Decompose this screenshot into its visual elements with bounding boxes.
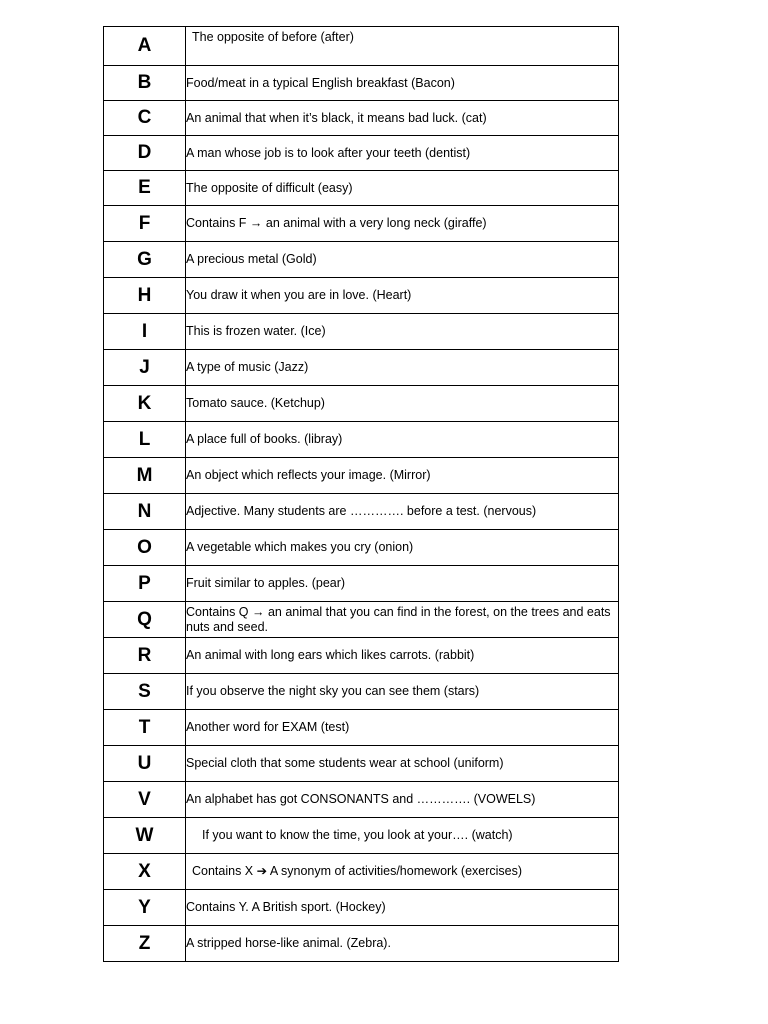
clue-cell: A type of music (Jazz) <box>186 350 619 386</box>
clue-cell: Tomato sauce. (Ketchup) <box>186 386 619 422</box>
letter-cell: N <box>104 494 186 530</box>
letter-cell: K <box>104 386 186 422</box>
table-row <box>104 530 619 566</box>
clue-cell: A man whose job is to look after your teeth (dentist) <box>186 136 619 171</box>
clue-cell: A precious metal (Gold) <box>186 242 619 278</box>
clue-cell: Food/meat in a typical English breakfast (Bacon) <box>186 66 619 101</box>
table-row <box>104 818 619 854</box>
clue-cell: A stripped horse-like animal. (Zebra). <box>186 926 619 962</box>
clue-cell: If you observe the night sky you can see them (stars) <box>186 674 619 710</box>
clue-cell: The opposite of difficult (easy) <box>186 171 619 206</box>
letter-cell: R <box>104 638 186 674</box>
letter-cell: U <box>104 746 186 782</box>
table-row <box>104 602 619 638</box>
table-row <box>104 854 619 890</box>
table-row <box>104 890 619 926</box>
letter-cell: O <box>104 530 186 566</box>
table-row <box>104 314 619 350</box>
letter-cell: T <box>104 710 186 746</box>
table-row <box>104 566 619 602</box>
table-row <box>104 350 619 386</box>
table-row <box>104 782 619 818</box>
clue-cell: An animal that when it’s black, it means bad luck. (cat) <box>186 101 619 136</box>
table-row <box>104 242 619 278</box>
clue-cell: An animal with long ears which likes carrots. (rabbit) <box>186 638 619 674</box>
letter-cell: B <box>104 66 186 101</box>
table-row <box>104 206 619 242</box>
table-row <box>104 926 619 962</box>
table-row <box>104 494 619 530</box>
clue-cell: Contains F → an animal with a very long neck (giraffe) <box>186 206 619 242</box>
table-row <box>104 638 619 674</box>
letter-cell: E <box>104 171 186 206</box>
letter-cell: Q <box>104 602 186 638</box>
table-row <box>104 171 619 206</box>
letter-cell: P <box>104 566 186 602</box>
letter-cell: Y <box>104 890 186 926</box>
letter-cell: L <box>104 422 186 458</box>
clue-cell: Adjective. Many students are …………. before a test. (nervous) <box>186 494 619 530</box>
letter-cell: S <box>104 674 186 710</box>
clue-cell: Special cloth that some students wear at school (uniform) <box>186 746 619 782</box>
clue-cell: An object which reflects your image. (Mirror) <box>186 458 619 494</box>
letter-cell: X <box>104 854 186 890</box>
clue-cell: The opposite of before (after) <box>186 27 619 66</box>
letter-cell: F <box>104 206 186 242</box>
clue-cell: This is frozen water. (Ice) <box>186 314 619 350</box>
letter-cell: I <box>104 314 186 350</box>
table-row <box>104 27 619 66</box>
letter-cell: D <box>104 136 186 171</box>
clue-cell: You draw it when you are in love. (Heart) <box>186 278 619 314</box>
letter-cell: W <box>104 818 186 854</box>
table-row <box>104 66 619 101</box>
table-row <box>104 422 619 458</box>
alphabet-quiz-table <box>103 26 619 962</box>
letter-cell: A <box>104 27 186 66</box>
table-row <box>104 674 619 710</box>
letter-cell: H <box>104 278 186 314</box>
table-row <box>104 746 619 782</box>
clue-cell: Fruit similar to apples. (pear) <box>186 566 619 602</box>
letter-cell: Z <box>104 926 186 962</box>
clue-cell: If you want to know the time, you look at your…. (watch) <box>186 818 619 854</box>
letter-cell: M <box>104 458 186 494</box>
clue-cell: Another word for EXAM (test) <box>186 710 619 746</box>
clue-cell: Contains Q → an animal that you can find in the forest, on the trees and eats nuts and seed. <box>186 602 619 638</box>
table-row <box>104 386 619 422</box>
letter-cell: V <box>104 782 186 818</box>
table-row <box>104 278 619 314</box>
table-row <box>104 458 619 494</box>
letter-cell: C <box>104 101 186 136</box>
clue-cell: A vegetable which makes you cry (onion) <box>186 530 619 566</box>
letter-cell: J <box>104 350 186 386</box>
clue-cell: An alphabet has got CONSONANTS and …………. (VOWELS) <box>186 782 619 818</box>
clue-cell: Contains Y. A British sport. (Hockey) <box>186 890 619 926</box>
table-row <box>104 136 619 171</box>
table-row <box>104 101 619 136</box>
clue-cell: A place full of books. (libray) <box>186 422 619 458</box>
table-row <box>104 710 619 746</box>
clue-cell: Contains X ➔ A synonym of activities/homework (exercises) <box>186 854 619 890</box>
letter-cell: G <box>104 242 186 278</box>
